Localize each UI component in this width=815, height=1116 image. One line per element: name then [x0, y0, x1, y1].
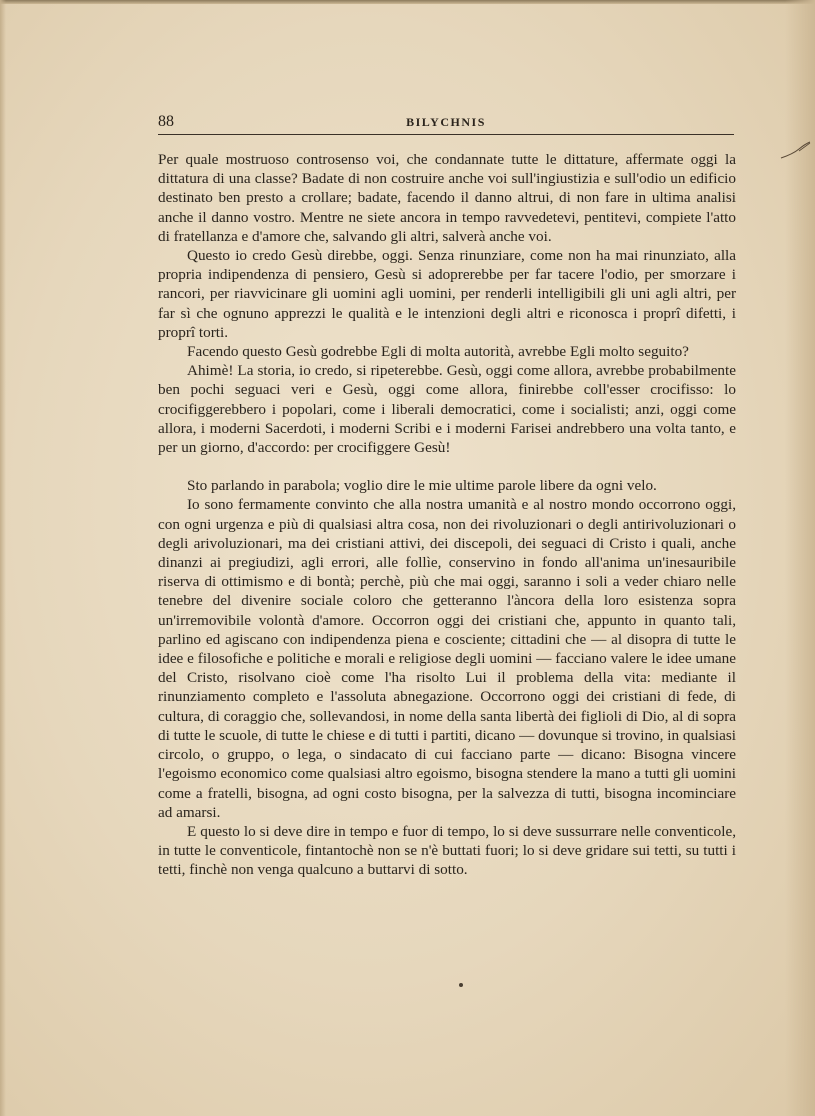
page-edge-right [785, 0, 815, 1116]
page-number: 88 [158, 113, 174, 130]
paragraph: Per quale mostruoso controsenso voi, che condannate tutte le dittature, affermate oggi la dittatura di una classe? Badate di non costruire anche voi sull'ingiustizia e sull'odio un edificio destinato ben presto a crollare; badate, facendo il danno altrui, di non fare in ultima analisi anche il danno vostro. Mentre ne siete ancora in tempo ravvedetevi, pentitevi, compiete l'atto di fratellanza e d'amore che, salvando gli altri, salverà anche voi. [158, 151, 736, 245]
paragraph: Questo io credo Gesù direbbe, oggi. Senza rinunziare, come non ha mai rinunziato, alla propria indipendenza di pensiero, Gesù si adoprerebbe per far tacere l'odio, per smorzare i rancori, per riavvicinare gli uomini agli uomini, per renderli intelligibili gli uni agli altri, per far sì che ognuno apprezzi le qualità e le intenzioni degli altri e riconosca i proprî difetti, i proprî torti. [158, 247, 736, 341]
ink-dot [459, 983, 463, 987]
paragraph: Ahimè! La storia, io credo, si ripeterebbe. Gesù, oggi come allora, avrebbe probabilmente ben pochi seguaci veri e Gesù, oggi come allora, finirebbe coll'esser crocifisso: lo crocifiggerebbero i popolari, come i liberali democratici, come i socialisti; anzi, oggi come allora, i moderni Sacerdoti, i moderni Scribi e i moderni Farisei andrebbero una volta tanto, e per un giorno, d'accordo: per crocifiggere Gesù! [158, 362, 736, 457]
running-header [158, 113, 734, 135]
pencil-mark [779, 140, 813, 162]
article-body [158, 150, 736, 880]
paragraph: Facendo questo Gesù godrebbe Egli di molta autorità, avrebbe Egli molto seguito? [187, 343, 689, 361]
paragraph: Io sono fermamente convinto che alla nostra umanità e al nostro mondo occorrono oggi, con ogni urgenza e più di qualsiasi altra cosa, non dei rivoluzionari o degli antirivoluzionari o degli arivoluzionari, ma dei cristiani attivi, dei discepoli, dei seguaci di Cristo i quali, anche dinanzi ai pregiudizi, agli errori, alle follìe, conservino in fondo all'anima un'inesauribile riserva di ottimismo e di bontà; perchè, più che mai oggi, saranno i soli a veder chiaro nelle tenebre del divenire sociale coloro che getteranno l'àncora della loro esistenza sopra un'irremovibile volontà d'amore. Occorron oggi dei cristiani che, appunto in quanto tali, parlino ed agiscano con indipendenza piena e cosciente; cittadini che — al disopra di tutte le idee e filosofiche e politiche e morali e religiose degli uomini — facciano valere le idee umane del Cristo, risolvano cioè come l'ha risolto Lui il problema della vita: mediante il rinunziamento completo e l'assoluta abnegazione. Occorrono oggi dei cristiani di fede, di cultura, di coraggio che, sollevandosi, in nome della santa libertà dei figlioli di Dio, al di sopra di tutte le scuole, di tutte le chiese e di tutti i partiti, dicano — dovunque si trovino, in qualsiasi circolo, o gruppo, o lega, o sindacato di cui facciano parte — dicano: Bisogna vincere l'egoismo economico come qualsiasi altro egoismo, bisogna stendere la mano a tutti gli uomini come a fratelli, bisogna, ad ogni costo bisogna, per la salvezza di tutti, bisogna incominciare ad amarsi. [158, 496, 736, 821]
paragraph: Sto parlando in parabola; voglio dire le mie ultime parole libere da ogni velo. [187, 477, 657, 495]
page-edge-left [0, 0, 6, 1116]
paragraph: E questo lo si deve dire in tempo e fuor di tempo, lo si deve sussurrare nelle conventicole, in tutte le conventicole, fintantochè non se n'è buttati fuori; lo si deve gridare sui tetti, su tutti i tetti, finchè non venga qualcuno a buttarvi di sotto. [158, 822, 736, 879]
header-rule [158, 134, 734, 135]
page-edge-top [0, 0, 815, 4]
journal-title: BILYCHNIS [406, 115, 486, 129]
